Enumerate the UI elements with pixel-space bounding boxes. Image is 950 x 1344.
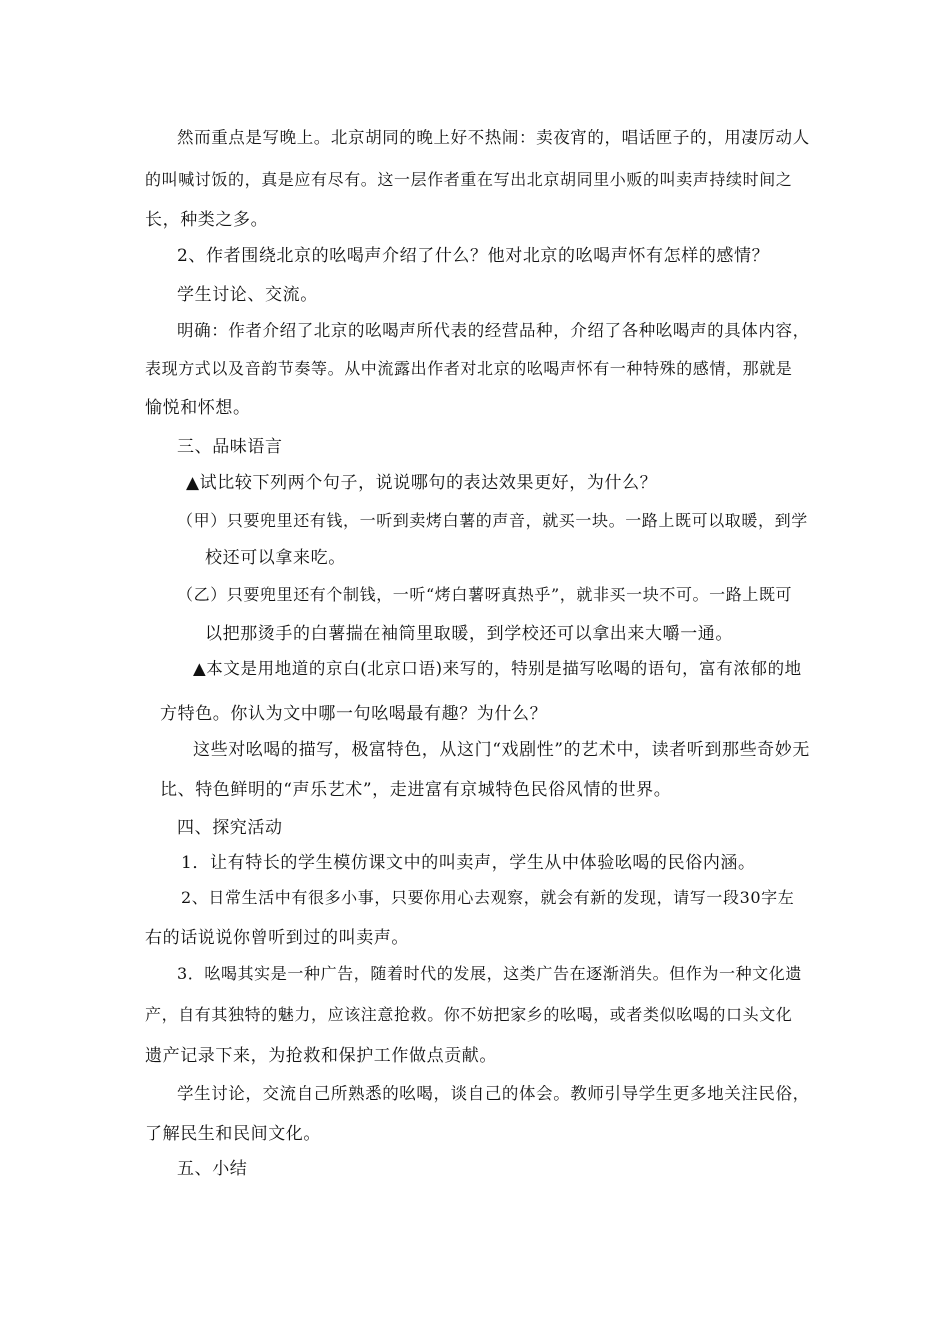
question-heading: 2、作者围绕北京的吆喝声介绍了什么？他对北京的吆喝声怀有怎样的感情？: [177, 246, 770, 266]
paragraph-line: 愉悦和怀想。: [145, 398, 251, 418]
paragraph-line: 校还可以拿来吃。: [205, 548, 346, 568]
section-heading: 三、品味语言: [177, 437, 283, 457]
paragraph-line: 然而重点是写晚上。北京胡同的晚上好不热闹：卖夜宵的，唱话匣子的，用凄厉动人: [177, 128, 810, 147]
paragraph-line: 学生讨论、交流。: [177, 285, 318, 305]
paragraph-line: 2、日常生活中有很多小事，只要你用心去观察，就会有新的发现，请写一段30字左: [181, 888, 795, 907]
paragraph-line: （乙）只要兜里还有个制钱，一听“烤白薯呀真热乎”，就非买一块不可。一路上既可: [177, 585, 793, 604]
paragraph-line: ▲试比较下列两个句子，说说哪句的表达效果更好，为什么？: [186, 473, 658, 493]
paragraph-line: ▲本文是用地道的京白(北京口语)来写的，特别是描写吆喝的语句，富有浓郁的地: [193, 659, 802, 678]
paragraph-line: 1．让有特长的学生模仿课文中的叫卖声，学生从中体验吆喝的民俗内涵。: [181, 853, 756, 873]
paragraph-line: 方特色。你认为文中哪一句吆喝最有趣？为什么？: [160, 704, 548, 724]
paragraph-line: 学生讨论，交流自己所熟悉的吆喝，谈自己的体会。教师引导学生更多地关注民俗，: [177, 1084, 810, 1103]
paragraph-line: 明确：作者介绍了北京的吆喝声所代表的经营品种，介绍了各种吆喝声的具体内容，: [177, 321, 810, 340]
paragraph-line: 表现方式以及音韵节奏等。从中流露出作者对北京的吆喝声怀有一种特殊的感情，那就是: [145, 359, 793, 378]
paragraph-line: 3．吆喝其实是一种广告，随着时代的发展，这类广告在逐渐消失。但作为一种文化遗: [177, 964, 802, 983]
section-heading: 五、小结: [177, 1159, 248, 1179]
paragraph-line: 以把那烫手的白薯揣在袖筒里取暖，到学校还可以拿出来大嚼一通。: [205, 624, 733, 644]
paragraph-line: 的叫喊讨饭的，真是应有尽有。这一层作者重在写出北京胡同里小贩的叫卖声持续时间之: [145, 170, 793, 189]
paragraph-line: 遗产记录下来，为抢救和保护工作做点贡献。: [145, 1046, 497, 1066]
paragraph-line: 比、特色鲜明的“声乐艺术”，走进富有京城特色民俗风情的世界。: [160, 780, 672, 800]
paragraph-line: （甲）只要兜里还有钱，一听到卖烤白薯的声音，就买一块。一路上既可以取暖，到学: [177, 511, 808, 530]
paragraph-line: 这些对吆喝的描写，极富特色，从这门“戏剧性”的艺术中，读者听到那些奇妙无: [193, 740, 810, 760]
section-heading: 四、探究活动: [177, 818, 283, 838]
paragraph-line: 产，自有其独特的魅力，应该注意抢救。你不妨把家乡的吆喝，或者类似吆喝的口头文化: [145, 1005, 793, 1024]
paragraph-line: 右的话说说你曾听到过的叫卖声。: [145, 928, 409, 948]
paragraph-line: 了解民生和民间文化。: [145, 1124, 321, 1144]
paragraph-line: 长，种类之多。: [145, 210, 269, 230]
